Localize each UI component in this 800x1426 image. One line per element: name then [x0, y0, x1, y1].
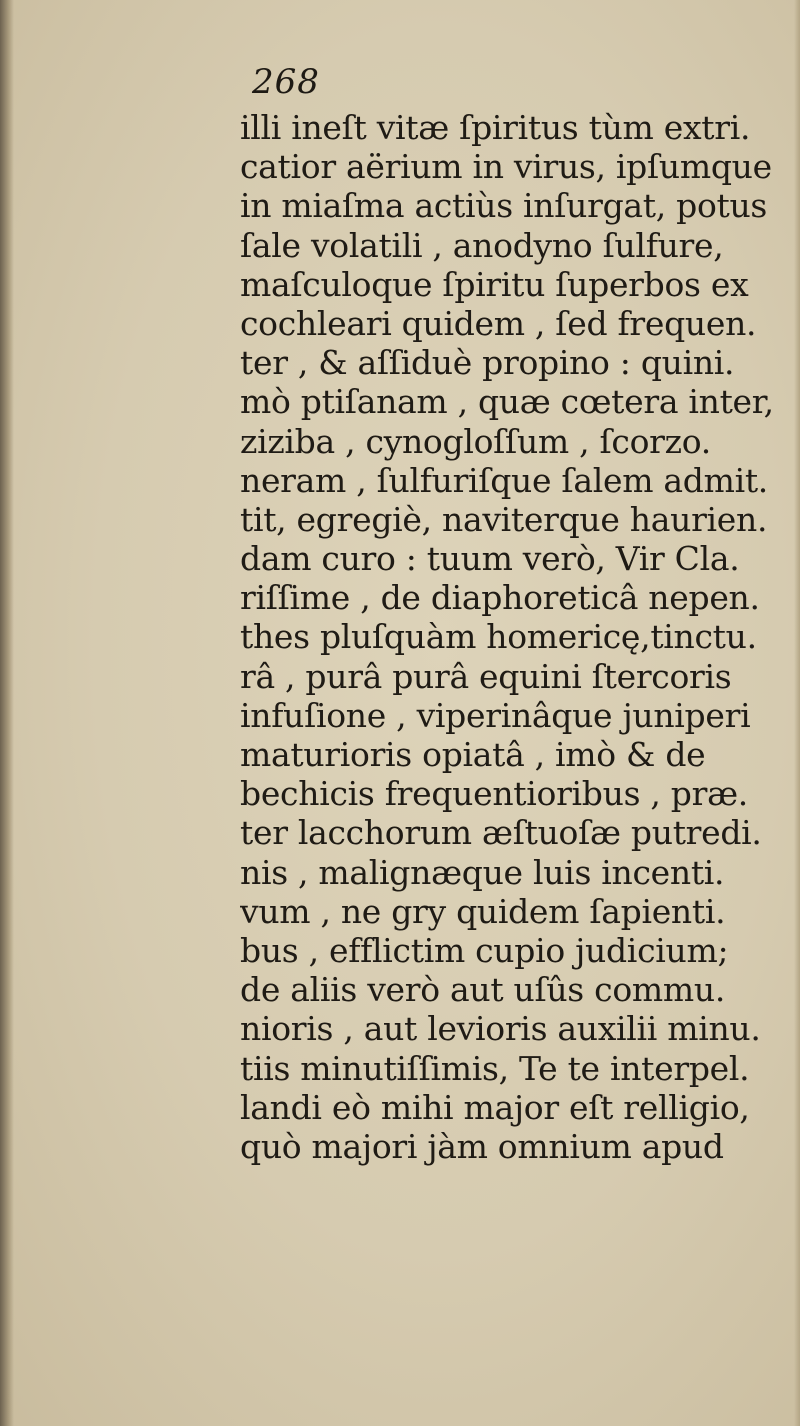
text-line: ſale volatili , anodyno ſulfure, [240, 225, 724, 265]
text-line: ter , & aſſiduè propino : quini. [240, 343, 735, 383]
text-line: catior aërium in virus, ipſumque [240, 147, 772, 187]
text-line: de aliis verò aut uſûs commu. [240, 970, 726, 1010]
text-line: infuſione , viperinâque juniperi [240, 695, 751, 735]
text-line: nis , malignæque luis incenti. [240, 852, 725, 892]
text-line: maturioris opiatâ , imò & de [240, 735, 706, 774]
text-line: cochleari quidem , ſed frequen. [240, 303, 757, 343]
text-line: bechicis frequentioribus , præ. [240, 774, 748, 814]
text-line: ziziba , cynogloſſum , ſcorzo. [240, 421, 711, 461]
text-line: tiis minutiſſimis, Te te interpel. [240, 1048, 750, 1088]
text-line: illi ineſt vitæ ſpiritus tùm extri. [240, 108, 751, 147]
text-line: nioris , aut levioris auxilii minu. [240, 1009, 761, 1049]
page-edge [794, 0, 800, 1426]
text-line: quò majori jàm omnium apud [240, 1126, 724, 1166]
text-line: riſſime , de diaphoreticâ nepen. [240, 578, 760, 618]
text-line: tit, egregiè, naviterque haurien. [240, 499, 768, 539]
text-line: neram , ſulfuriſque ſalem admit. [240, 460, 768, 500]
text-line: landi eò mihi major eſt relligio, [240, 1087, 750, 1127]
text-line: maſculoque ſpiritu ſuperbos ex [240, 264, 749, 304]
page-number: 268 [252, 62, 320, 102]
binding-shadow [0, 0, 14, 1426]
text-line: râ , purâ purâ equini ſtercoris [240, 656, 732, 696]
text-line: dam curo : tuum verò, Vir Cla. [240, 539, 740, 579]
text-line: in miaſma actiùs inſurgat, potus [240, 186, 768, 226]
text-line: thes pluſquàm homericę,tinctu. [240, 617, 757, 657]
text-line: ter lacchorum æſtuoſæ putredi. [240, 813, 762, 853]
text-line: bus , efflictim cupio judicium; [240, 930, 729, 970]
text-line: mò ptiſanam , quæ cœtera inter, [240, 382, 774, 422]
text-line: vum , ne gry quidem ſapienti. [240, 891, 726, 931]
body-text [240, 108, 780, 1166]
